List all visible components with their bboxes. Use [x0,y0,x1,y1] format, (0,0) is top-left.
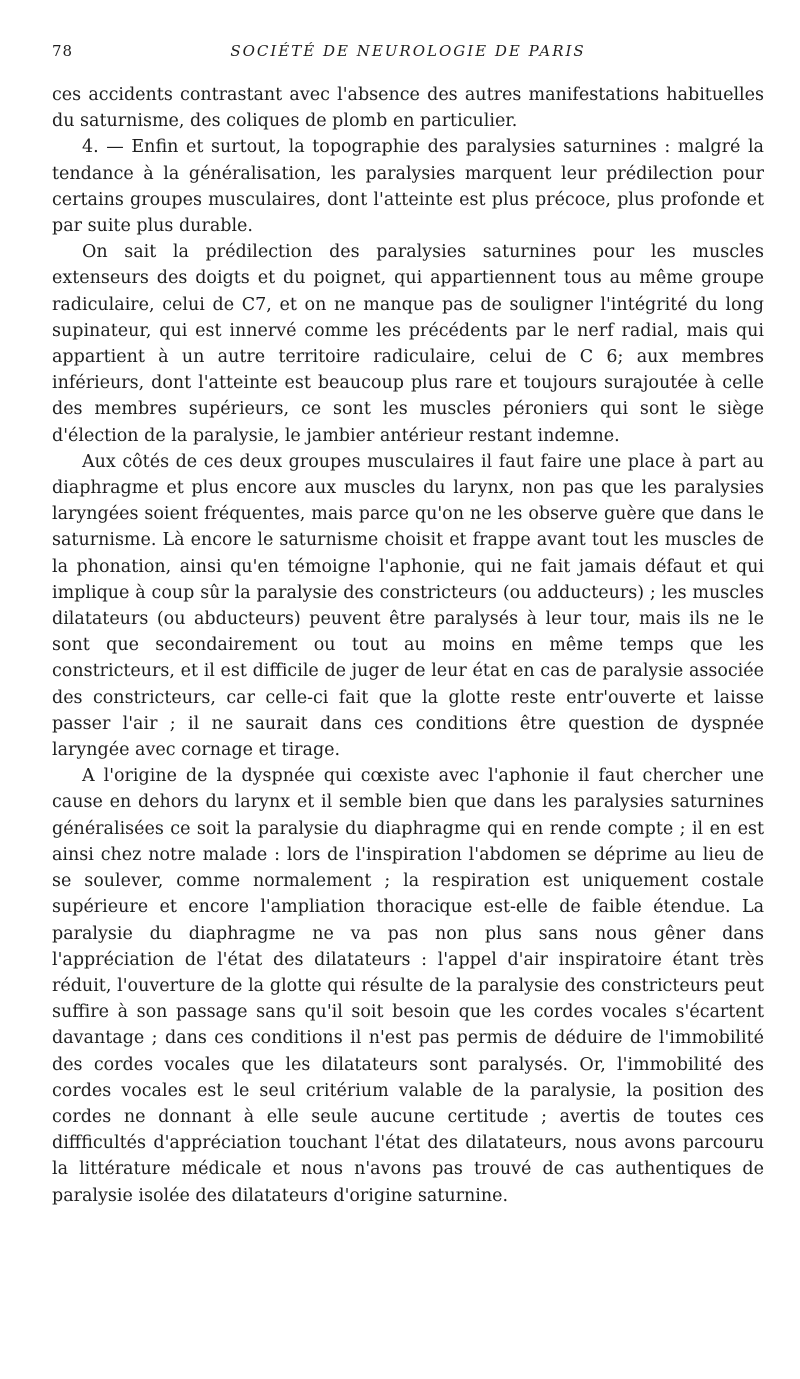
paragraph-extensor-muscles: On sait la prédilection des paralysies saturnines pour les muscles extenseurs des doigts et du poignet, qui appartiennent tous au même groupe radiculaire, celui de C7, et on ne manque pas de souligner l'intégrité du long supinateur, qui est innervé comme les précédents par le nerf radial, mais qui appartient à un autre territoire radiculaire, celui de C 6; aux membres inférieurs, dont l'atteinte est beaucoup plus rare et toujours surajoutée à celle des membres supérieurs, ce sont les muscles péroniers qui sont le siège d'élection de la paralysie, le jambier antérieur restant indemne. [52,242,764,446]
page-number: 78 [52,42,74,60]
page-header [52,42,764,72]
body-text [52,82,764,1209]
document-page [52,42,764,1209]
paragraph-dyspnea: A l'origine de la dyspnée qui cœxiste avec l'aphonie il faut chercher une cause en dehors du larynx et il semble bien que dans les paralysies saturnines généralisées ce soit la paralysie du diaphragme qui en rende compte ; il en est ainsi chez notre malade : lors de l'inspiration l'abdomen se déprime au lieu de se soulever, comme normalement ; la respiration est uniquement costale supérieure et encore l'ampliation thoracique est-elle de faible étendue. La paralysie du diaphragme ne va pas non plus sans nous gêner dans l'appréciation de l'état des dilatateurs : l'appel d'air inspiratoire étant très réduit, l'ouverture de la glotte qui résulte de la paralysie des constricteurs peut suffire à son passage sans qu'il soit besoin que les cordes vocales s'écartent davantage ; dans ces conditions il n'est pas permis de déduire de l'immobilité des cordes vocales que les dilatateurs sont paralysés. Or, l'immobilité des cordes vocales est le seul critérium valable de la paralysie, la position des cordes ne donnant à elle seule aucune certitude ; avertis de toutes ces diffficultés d'appréciation touchant l'état des dilatateurs, nous avons parcouru la littérature médicale et nous n'avons pas trouvé de cas authentiques de paralysie isolée des dilatateurs d'origine saturnine. [52,766,764,1206]
paragraph-point-4: 4. — Enfin et surtout, la topographie des paralysies saturnines : malgré la tendance à la généralisation, les paralysies marquent leur prédilection pour certains groupes musculaires, dont l'atteinte est plus précoce, plus profonde et par suite plus durable. [52,137,764,237]
paragraph-larynx: Aux côtés de ces deux groupes musculaires il faut faire une place à part au diaphragme et plus encore aux muscles du larynx, non pas que les paralysies laryngées soient fréquentes, mais parce qu'on ne les observe guère que dans le saturnisme. Là encore le saturnisme choisit et frappe avant tout les muscles de la phonation, ainsi qu'en témoigne l'aphonie, qui ne fait jamais défaut et qui implique à coup sûr la paralysie des constricteurs (ou adducteurs) ; les muscles dilatateurs (ou abducteurs) peuvent être paralysés à leur tour, mais ils ne le sont que secondairement ou tout au moins en même temps que les constricteurs, et il est difficile de juger de leur état en cas de paralysie associée des constricteurs, car celle-ci fait que la glotte reste entr'ouverte et laisse passer l'air ; il ne saurait dans ces conditions être question de dyspnée laryngée avec cornage et tirage. [52,451,764,761]
paragraph-continuation: ces accidents contrastant avec l'absence des autres manifestations habituelles du saturnisme, des coliques de plomb en particulier. [52,85,764,132]
running-title: SOCIÉTÉ DE NEUROLOGIE DE PARIS [230,42,586,60]
